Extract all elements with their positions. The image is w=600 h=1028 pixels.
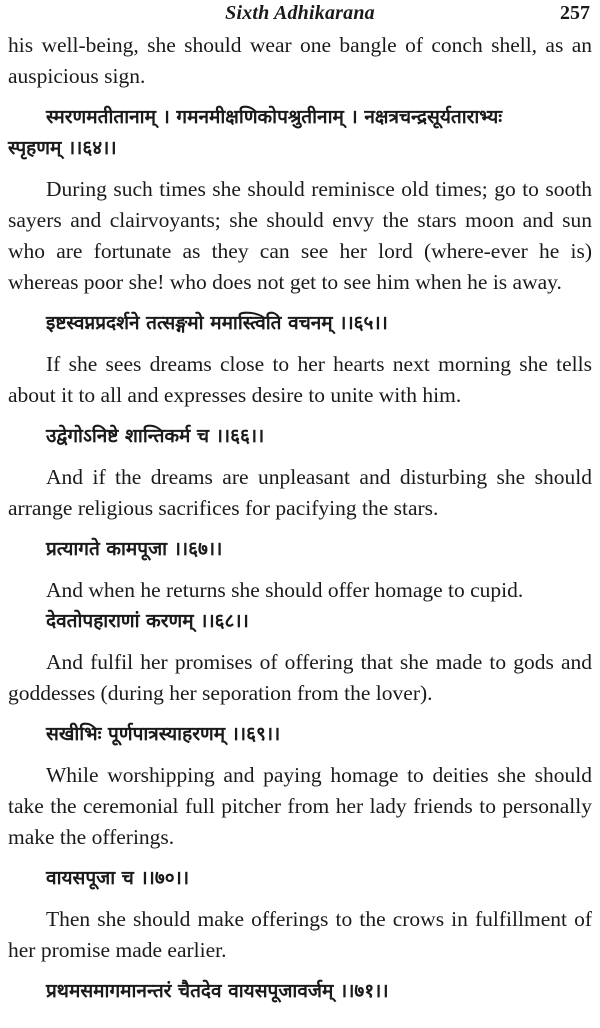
sutra-71: प्रथमसमागमानन्तरं चैतदेव वायसपूजावर्जम् ।।७१।। — [46, 980, 389, 1002]
paragraph-3: If she sees dreams close to her hearts next morning she tells about it to all and expresses desire to unite with him. — [8, 352, 592, 407]
sutra-69: सखीभिः पूर्णपात्रस्याहरणम् ।।६९।। — [46, 723, 281, 745]
sutra-64-line-1: स्मरणमतीतानाम् । गमनमीक्षणिकोपश्रुतीनाम् । नक्षत्रचन्द्रसूर्यताराभ्यः — [46, 106, 503, 128]
sutra-65: इष्टस्वप्नप्रदर्शने तत्सङ्गमो ममास्त्विति वचनम् ।।६५।। — [46, 312, 388, 334]
body-text — [8, 30, 592, 1007]
sutra-70: वायसपूजा च ।।७०।। — [46, 867, 190, 889]
paragraph-4: And if the dreams are unpleasant and disturbing she should arrange religious sacrifices for pacifying the stars. — [8, 465, 592, 520]
sutra-66: उद्वेगोऽनिष्टे शान्तिकर्म च ।।६६।। — [46, 425, 265, 447]
paragraph-5: And when he returns she should offer homage to cupid. — [46, 578, 524, 602]
sutra-64-line-2-row — [8, 133, 592, 164]
sutra-64 — [8, 102, 592, 133]
chapter-title: Sixth Adhikarana — [225, 2, 375, 24]
paragraph-6: And fulfil her promises of offering that she made to gods and goddesses (during her seporation from the lover). — [8, 650, 592, 705]
paragraph-7: While worshipping and paying homage to deities she should take the ceremonial full pitcher from her lady friends to personally make the offerings. — [8, 763, 592, 849]
paragraph-1: his well-being, she should wear one bangle of conch shell, as an auspicious sign. — [8, 33, 592, 88]
running-header — [0, 2, 600, 28]
sutra-64-line-2: स्पृहणम् ।।६४।। — [8, 137, 117, 159]
page-number: 257 — [560, 2, 590, 24]
paragraph-8: Then she should make offerings to the crows in fulfillment of her promise made earlier. — [8, 907, 592, 962]
sutra-67: प्रत्यागते कामपूजा ।।६७।। — [46, 538, 223, 560]
paragraph-2: During such times she should reminisce old times; go to sooth sayers and clairvoyants; she should envy the stars moon and sun who are fortunate as they can see her lord (where-ever he is) whereas poor she! who does not get to see him when he is away. — [8, 177, 592, 294]
sutra-68: देवतोपहाराणां करणम् ।।६८।। — [46, 610, 249, 632]
